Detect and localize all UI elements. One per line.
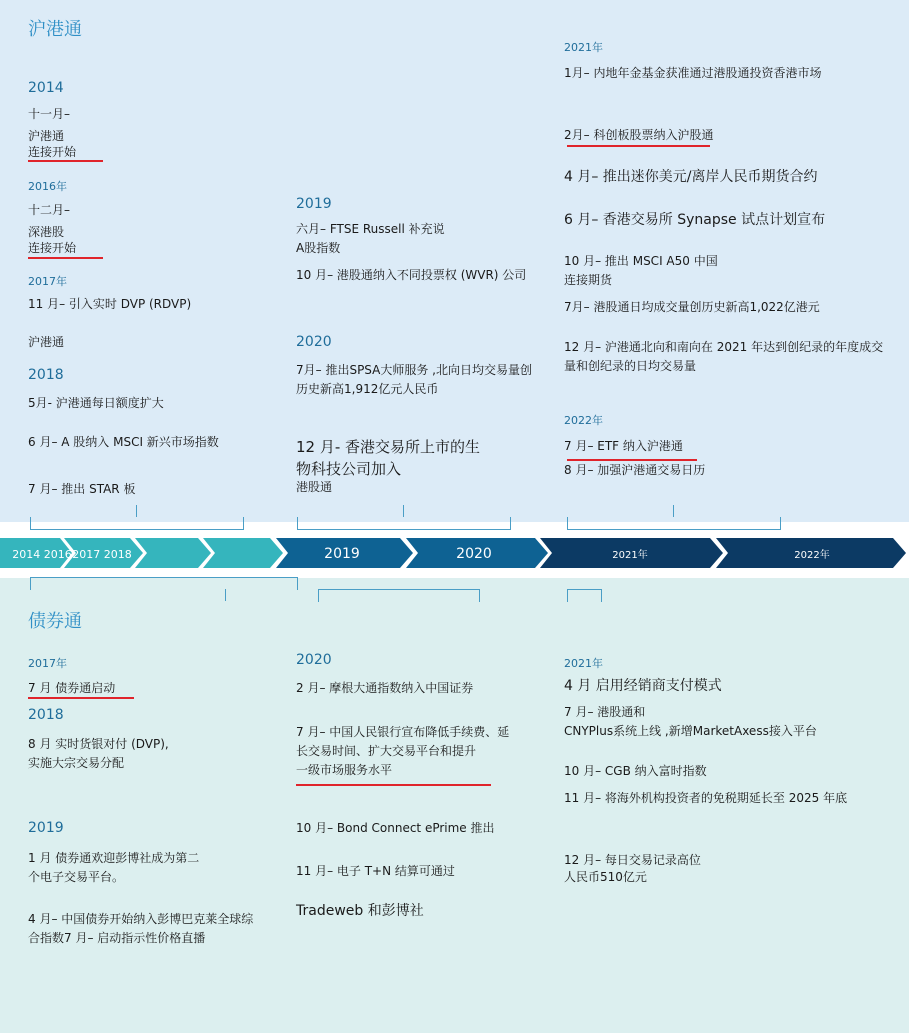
event-text: 合指数7 月– 启动指示性价格直播 — [28, 931, 206, 945]
year-2017: 2017年 — [28, 275, 67, 288]
timeline-arrow-4 — [203, 538, 283, 568]
event-text: A股指数 — [296, 241, 341, 255]
event-text: 7 月– 中国人民银行宣布降低手续费、延 — [296, 725, 510, 739]
event-text: 6 月– A 股纳入 MSCI 新兴市场指数 — [28, 435, 219, 449]
bracket — [318, 589, 480, 602]
timeline-label: 2017 2018 — [72, 548, 132, 561]
year-2020: 2020 — [296, 652, 332, 668]
event-text: 11 月– 电子 T+N 结算可通过 — [296, 864, 455, 878]
red-underline — [28, 160, 103, 162]
bracket-tick — [673, 505, 674, 517]
event-text: 十二月– — [28, 203, 71, 217]
event-text: 历史新高1,912亿元人民币 — [296, 382, 439, 396]
bracket — [30, 517, 244, 530]
bracket — [297, 517, 511, 530]
year-2018: 2018 — [28, 367, 64, 383]
event-text: 十一月– — [28, 107, 71, 121]
event-text: 1月– 内地年金基金获准通过港股通投资香港市场 — [564, 66, 822, 80]
year-2019: 2019 — [28, 820, 64, 836]
event-text: 10 月– Bond Connect ePrime 推出 — [296, 821, 495, 835]
event-text: 沪港通 — [28, 335, 65, 349]
event-text: 连接开始 — [28, 241, 77, 255]
red-underline — [296, 784, 491, 786]
event-text: 长交易时间、扩大交易平台和提升 — [296, 744, 477, 758]
event-text: 7月– 港股通日均成交量创历史新高1,022亿港元 — [564, 300, 820, 314]
year-2019: 2019 — [296, 196, 332, 212]
event-text: 11 月– 将海外机构投资者的免税期延长至 2025 年底 — [564, 791, 848, 805]
bracket — [567, 589, 602, 602]
timeline-label: 2014 2016 — [12, 548, 72, 561]
event-text: 物科技公司加入 — [296, 460, 402, 478]
bracket-tick — [225, 589, 226, 601]
timeline-label: 2019 — [324, 546, 360, 562]
timeline-arrow-3 — [135, 538, 211, 568]
event-text: 5月- 沪港通每日额度扩大 — [28, 396, 164, 410]
year-2014: 2014 — [28, 80, 64, 96]
year-2016: 2016年 — [28, 180, 67, 193]
event-text: Tradeweb 和彭博社 — [296, 903, 424, 919]
event-text: 7月– 推出SPSA大师服务 ,北向日均交易量创 — [296, 363, 532, 377]
event-text: 10 月– 港股通纳入不同投票权 (WVR) 公司 — [296, 268, 527, 282]
year-2017: 2017年 — [28, 657, 67, 670]
event-text: 2 月– 摩根大通指数纳入中国证券 — [296, 681, 474, 695]
year-2021: 2021年 — [564, 41, 603, 54]
event-text: 7 月– 推出 STAR 板 — [28, 482, 136, 496]
event-text: 7 月– 港股通和 — [564, 705, 646, 719]
event-text: 个电子交易平台。 — [28, 870, 125, 884]
stock-connect-title: 沪港通 — [28, 19, 82, 40]
event-text: 8 月 实时货银对付 (DVP), — [28, 737, 169, 751]
event-text: 量和创纪录的日均交易量 — [564, 359, 697, 373]
event-text: 4 月– 中国债券开始纳入彭博巴克莱全球综 — [28, 912, 254, 926]
red-underline — [28, 697, 134, 699]
timeline-label: 2022年 — [794, 550, 830, 561]
event-text: 10 月– CGB 纳入富时指数 — [564, 764, 707, 778]
event-text: CNYPlus系统上线 ,新增MarketAxess接入平台 — [564, 724, 817, 738]
event-text: 连接开始 — [28, 145, 77, 159]
event-text: 6 月– 香港交易所 Synapse 试点计划宣布 — [564, 212, 826, 228]
event-text: 一级市场服务水平 — [296, 763, 393, 777]
event-text: 连接期货 — [564, 273, 613, 287]
event-text: 12 月– 沪港通北向和南向在 2021 年达到创纪录的年度成交 — [564, 340, 884, 354]
event-text: 7 月 债券通启动 — [28, 681, 116, 695]
year-2018: 2018 — [28, 707, 64, 723]
event-text: 六月– FTSE Russell 补充说 — [296, 222, 445, 236]
red-underline — [567, 145, 710, 147]
event-text: 4 月 启用经销商支付模式 — [564, 678, 722, 694]
timeline-label: 2021年 — [612, 550, 648, 561]
year-2022: 2022年 — [564, 414, 603, 427]
event-text: 10 月– 推出 MSCI A50 中国 — [564, 254, 718, 268]
bond-connect-title: 债券通 — [28, 611, 82, 632]
bracket-tick — [136, 505, 137, 517]
event-text: 2月– 科创板股票纳入沪股通 — [564, 128, 714, 142]
event-text: 8 月– 加强沪港通交易日历 — [564, 463, 706, 477]
event-text: 实施大宗交易分配 — [28, 756, 125, 770]
year-2021: 2021年 — [564, 657, 603, 670]
event-text: 4 月– 推出迷你美元/离岸人民币期货合约 — [564, 169, 818, 185]
event-text: 1 月 债券通欢迎彭博社成为第二 — [28, 851, 200, 865]
timeline-label: 2020 — [456, 546, 492, 562]
event-text: 港股通 — [296, 480, 333, 494]
event-text: 11 月– 引入实时 DVP (RDVP) — [28, 297, 192, 311]
year-2020: 2020 — [296, 334, 332, 350]
event-text: 沪港通 — [28, 129, 65, 143]
bracket — [567, 517, 781, 530]
event-text: 7 月– ETF 纳入沪港通 — [564, 439, 683, 453]
event-text: 12 月- 香港交易所上市的生 — [296, 438, 481, 456]
timeline-arrows — [0, 538, 909, 568]
bracket-tick — [403, 505, 404, 517]
event-text: 深港股 — [28, 225, 65, 239]
event-text: 人民币510亿元 — [564, 870, 647, 884]
bracket — [30, 577, 298, 590]
red-underline — [28, 257, 103, 259]
event-text: 12 月– 每日交易记录高位 — [564, 853, 701, 867]
